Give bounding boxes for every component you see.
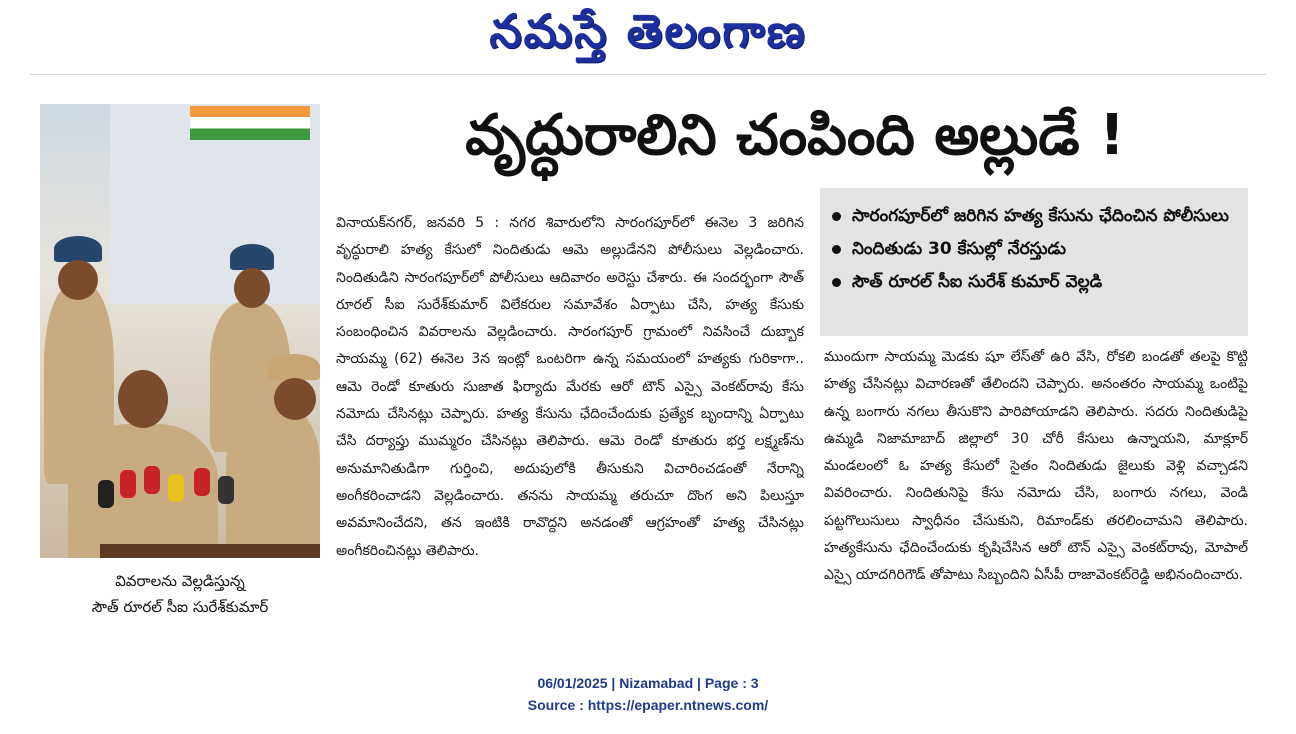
article-headline: వృద్ధురాలిని చంపింది అల్లుడే ! bbox=[465, 103, 1125, 168]
bullet-icon bbox=[832, 278, 841, 287]
article-body-right-column: ముందుగా సాయమ్మ మెడకు షూ లేస్‌తో ఉరి వేసి, రోకలి బండతో తలపై కొట్టి హత్య చేసినట్లు విచారణతో తేలిందని చెప్పారు. అనంతరం సాయమ్మ ఒంటిపై ఉన్న బంగారు నగలు తీసుకొని పారిపోయాడని తెలిపారు. సదరు నిందితుడిపై ఉమ్మడి నిజామాబాద్‌ జిల్లాలో 30 చోరీ కేసులు ఉన్నాయని, మాక్లూర్‌ మండలంలో ఓ హత్య కేసులో సైతం నిందితుడు జైలుకు వెళ్లి వచ్చాడని వివరించారు. నిందితునిపై కేసు నమోదు చేసి, బంగారు నగలు, వెండి పట్టగొలుసులు స్వాధీనం చేసుకుని, రిమాండ్‌కు తరలించామని తెలిపారు. హత్యకేసును ఛేదించేందుకు కృషిచేసిన ఆరో టౌన్‌ ఎస్సై వెంకట్‌రావు, మోపాల్‌ ఎస్సై యాదగిరిగౌడ్‌ తోపాటు సిబ్బందిని ఏసీపీ రాజావెంకట్‌రెడ్డి అభినందించారు. bbox=[824, 349, 1248, 584]
highlight-item bbox=[852, 233, 1234, 266]
microphone bbox=[168, 474, 184, 502]
photo-officer-face bbox=[274, 378, 316, 420]
newspaper-logo: నమస్తే తెలంగాణ bbox=[489, 4, 807, 58]
article-photo bbox=[40, 104, 320, 558]
photo-microphones bbox=[98, 464, 288, 554]
highlight-item bbox=[852, 200, 1234, 233]
photo-officer-face bbox=[234, 268, 270, 308]
microphone bbox=[98, 480, 114, 508]
caption-line: వివరాలను వెల్లడిస్తున్న bbox=[115, 572, 245, 590]
highlight-text: సారంగపూర్‌లో జరిగిన హత్య కేసును ఛేదించిన పోలీసులు bbox=[852, 206, 1229, 226]
photo-flag bbox=[190, 106, 310, 140]
article-body-left-column: వినాయక్‌నగర్‌, జనవరి 5 : నగర శివారులోని సారంగపూర్‌లో ఈనెల 3 జరిగిన వృద్ధురాలి హత్య కేసులో నిందితుడు ఆమె అల్లుడేనని పోలీసులు వెల్లడించారు. నిందితుడిని సారంగపూర్‌లో పోలీసులు ఆదివారం అరెస్టు చేశారు. ఈ సందర్భంగా సౌత్‌ రూరల్‌ సీఐ సురేశ్‌కుమార్‌ విలేకరుల సమావేశం ఏర్పాటు చేసి, హత్య కేసుకు సంబంధించిన వివరాలను వెల్లడించారు. సారంగపూర్‌ గ్రామంలో నివసించే దుబ్బాక సాయమ్మ (62) ఈనెల 3న ఇంట్లో ఒంటరిగా ఉన్న సమయంలో హత్యకు గురికాగా.. ఆమె రెండో కూతురు సుజాత ఫిర్యాదు మేరకు ఆరో టౌన్‌ ఎస్సై వెంకట్‌రావు కేసు నమోదు చేసినట్లు చెప్పారు. హత్య కేసును ఛేదించేందుకు ప్రత్యేక బృందాన్ని ఏర్పాటు చేసి దర్యాప్తు ముమ్మరం చేసినట్లు తెలిపారు. ఆమె రెండో కూతురు భర్త లక్ష్మణ్‌ను అనుమానితుడిగా గుర్తించి, అదుపులోకి తీసుకుని విచారించడంతో నేరాన్ని అంగీకరించాడని వెల్లడించారు. తనను సాయమ్మ తరుచూ దొంగ అని పిలుస్తూ అవమానించేదని, తన ఇంటికి రావొద్దని అనడంతో ఆగ్రహంతో హత్య చేసినట్లు అంగీకరించినట్లు తెలిపారు. bbox=[336, 215, 804, 559]
bullet-icon bbox=[832, 212, 841, 221]
photo-officer-face bbox=[58, 260, 98, 300]
microphone bbox=[218, 476, 234, 504]
source-link[interactable]: Source : https://epaper.ntnews.com/ bbox=[527, 697, 769, 713]
highlight-text: సౌత్‌ రూరల్‌ సీఐ సురేశ్‌ కుమార్‌ వెల్లడి bbox=[852, 272, 1103, 292]
photo-officer-cap bbox=[54, 236, 102, 262]
photo-officer-cap bbox=[268, 354, 320, 380]
highlight-item bbox=[852, 266, 1234, 299]
microphone bbox=[194, 468, 210, 496]
page-footer bbox=[0, 672, 1296, 716]
caption-line: సౌత్‌ రూరల్‌ సీఐ సురేశ్‌కుమార్‌ bbox=[91, 598, 269, 616]
masthead bbox=[0, 0, 1296, 78]
masthead-divider bbox=[30, 74, 1266, 75]
photo-caption bbox=[40, 568, 320, 620]
microphone bbox=[144, 466, 160, 494]
highlights-box bbox=[820, 188, 1248, 336]
highlights-list bbox=[820, 188, 1248, 299]
photo-officer-cap bbox=[230, 244, 274, 270]
edition-info: 06/01/2025 | Nizamabad | Page : 3 bbox=[537, 675, 759, 691]
microphone bbox=[120, 470, 136, 498]
bullet-icon bbox=[832, 245, 841, 254]
highlight-text: నిందితుడు 30 కేసుల్లో నేరస్తుడు bbox=[852, 239, 1067, 259]
photo-officer-face bbox=[118, 370, 168, 428]
